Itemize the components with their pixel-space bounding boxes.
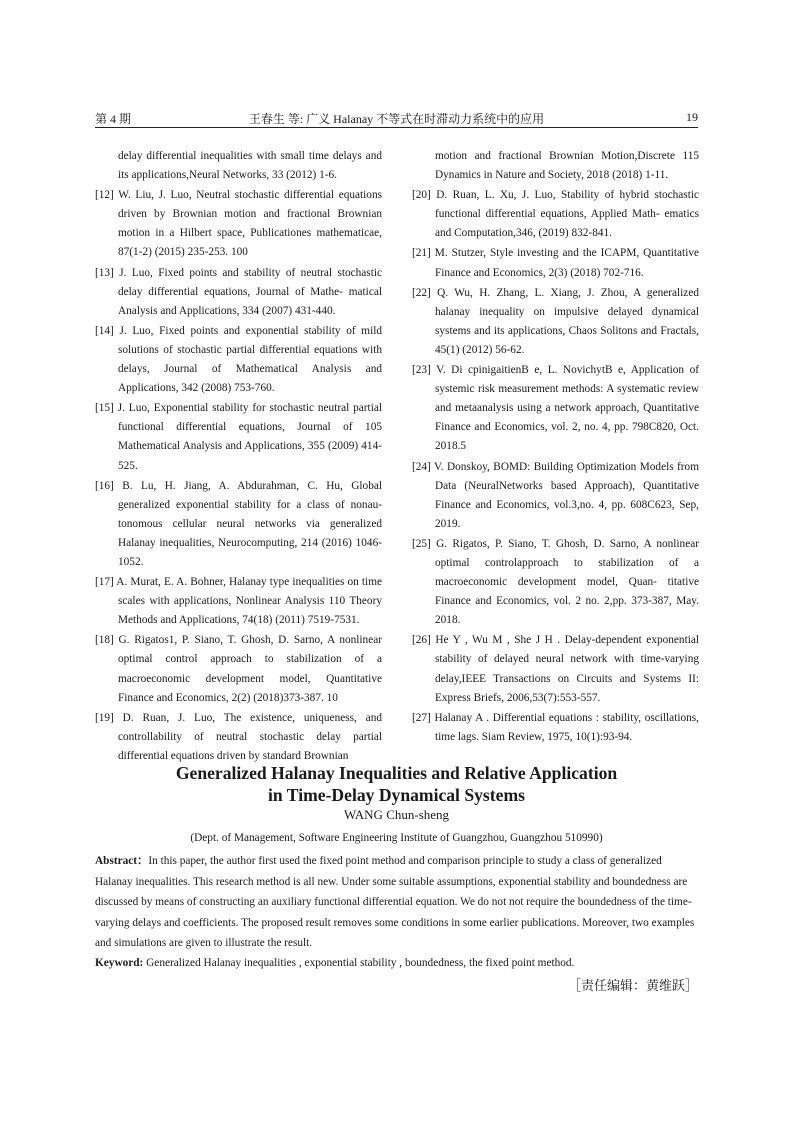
- reference-entry: [19] D. Ruan, J. Luo, The existence, uniqueness, and controllability of neutral stochastic delay partial differential equations driven by standard Brownian: [95, 711, 382, 762]
- english-author: WANG Chun-sheng: [343, 807, 450, 822]
- keyword-text: Generalized Halanay inequalities , exponential stability , boundedness, the fixed point method.: [143, 957, 575, 969]
- abstract-label: Abstract：: [95, 855, 149, 867]
- reference-entry: [16] B. Lu, H. Jiang, A. Abdurahman, C. Hu, Global generalized exponential stability for a class of nonau- tonomous cellular neural networks via generalized Halanay inequalities, Neurocomputing, 214 (2016) 1046-1052.: [95, 479, 382, 568]
- reference-entry: [20] D. Ruan, L. Xu, J. Luo, Stability of hybrid stochastic functional differential equations, Applied Math- ematics and Computation,346, (2019) 832-841.: [412, 189, 699, 240]
- english-title-line-2: in Time-Delay Dynamical Systems: [268, 785, 525, 805]
- reference-entry: [18] G. Rigatos1, P. Siano, T. Ghosh, D. Sarno, A nonlinear optimal control approach to stabilization of a macroeconomic development model, Quantitative Finance and Economics, 2(2) (2018)373-387. 10: [95, 634, 382, 704]
- reference-entry: [21] M. Stutzer, Style investing and the ICAPM, Quantitative Finance and Economics, 2(3) (2018) 702-716.: [412, 247, 699, 279]
- reference-entry: [13] J. Luo, Fixed points and stability of neutral stochastic delay differential equations, Journal of Mathe- matical Analysis and Applications, 334 (2007) 431-440.: [95, 266, 382, 317]
- reference-entry: [23] V. Di cpinigaitienB e, L. NovichytB e, Application of systemic risk measurement methods: A systematic review and metaanalysis using a network approach, Quantitative Finance and Economics, vol. 2, no. 4, pp. 798C820, Oct. 2018.5: [412, 364, 699, 453]
- reference-entry: [22] Q. Wu, H. Zhang, L. Xiang, J. Zhou, A generalized halanay inequality on impulsive delayed dynamical systems and its applications, Chaos Solitons and Fractals, 45(1) (2012) 56-62.: [412, 286, 699, 356]
- references-left-column: [95, 147, 382, 767]
- page-number: 19: [686, 110, 698, 124]
- reference-entry: [24] V. Donskoy, BOMD: Building Optimization Models from Data (NeuralNetworks based Approach), Quantitative Finance and Economics, vol.3,no. 4, pp. 608C623, Sep, 2019.: [412, 460, 699, 530]
- english-title-line-1: Generalized Halanay Inequalities and Relative Application: [175, 763, 618, 783]
- english-abstract: [95, 851, 698, 954]
- reference-entry: [25] G. Rigatos, P. Siano, T. Ghosh, D. Sarno, A nonlinear optimal controlapproach to stabilization of a macroeconomic development model, Quan- titative Finance and Economics, vol. 2 no. 2,pp. 373-387, May. 2018.: [412, 537, 699, 627]
- reference-entry: [15] J. Luo, Exponential stability for stochastic neutral partial functional differential equations, Journal of 105 Mathematical Analysis and Applications, 355 (2009) 414-525.: [95, 402, 382, 472]
- english-title: [95, 762, 698, 806]
- reference-entry: [27] Halanay A . Differential equations : stability, oscillations, time lags. Siam Review, 1975, 10(1):93-94.: [412, 711, 699, 743]
- reference-entry: [26] He Y , Wu M , She J H . Delay-dependent exponential stability of delayed neural network with time-varying delay,IEEE Transactions on Circuits and Systems II: Express Briefs, 2006,53(7):553-557.: [412, 634, 699, 704]
- issue-number: 第 4 期: [95, 112, 132, 126]
- reference-entry: [12] W. Liu, J. Luo, Neutral stochastic differential equations driven by Brownian motion and fractional Brownian motion in a Hilbert space, Publicationes mathematicae, 87(1-2) (2015) 235-253. 100: [95, 189, 382, 259]
- reference-entry: motion and fractional Brownian Motion,Discrete 115 Dynamics in Nature and Society, 2018 (2018) 1-11.: [435, 150, 699, 182]
- references-right-column: [412, 147, 699, 748]
- reference-entry: delay differential inequalities with small time delays and its applications,Neural Networks, 33 (2012) 1-6.: [118, 150, 382, 182]
- english-keywords: [95, 957, 698, 969]
- english-affiliation: (Dept. of Management, Software Engineering Institute of Guangzhou, Guangzhou 510990): [190, 832, 603, 844]
- abstract-text: In this paper, the author first used the fixed point method and comparison principle to study a class of generalized Halanay inequalities. This research method is all new. Under some suitable assumptions, exponential stability and boundedness are discussed by means of constructing an auxiliary functional differential equation. We do not not require the boundedness of the time-varying delays and coefficients. The proposed result removes some conditions in some earlier publications. Moreover, two examples and simulations are given to illustrate the result.: [95, 855, 695, 949]
- reference-entry: [14] J. Luo, Fixed points and exponential stability of mild solutions of stochastic partial differential equations with delays, Journal of Mathematical Analysis and Applications, 342 (2008) 753-760.: [95, 324, 382, 395]
- keyword-label: Keyword:: [95, 957, 144, 969]
- running-header: [95, 107, 698, 128]
- reference-entry: [17] A. Murat, E. A. Bohner, Halanay type inequalities on time scales with applications, Nonlinear Analysis 110 Theory Methods and Applications, 74(18) (2011) 7519-7531.: [95, 576, 382, 627]
- running-title: 王春生 等: 广义 Halanay 不等式在时滞动力系统中的应用: [248, 112, 545, 126]
- editor-note: ［责任编辑：黄维跃］: [567, 979, 698, 994]
